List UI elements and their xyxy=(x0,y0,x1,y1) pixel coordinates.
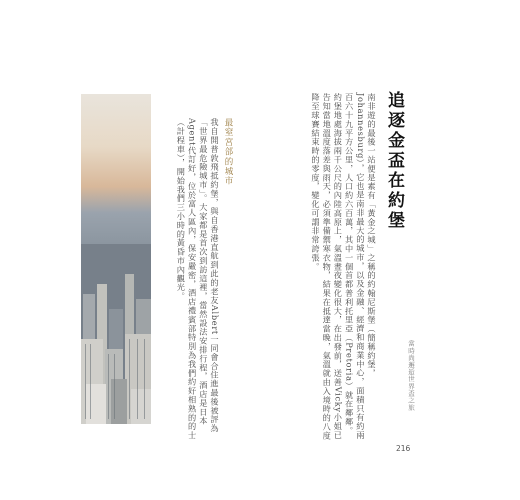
skyline-illustration xyxy=(81,94,151,424)
section-heading: 最窒宮郃的城市 xyxy=(223,118,233,186)
paragraph-intro: 南非遊的最後一站便是素有「黃金之城」之稱的約翰尼斯堡（簡稱約堡，Johannesburg），它也是南非最大的城市，以及金融、經濟和商業中心，面積只有約兩百六十九平方公里，人口約六百萬，其中一個首都普利托里亞（Pretoria）就在鄰鄰。約堡地處海拔兩千公尺的內陸高原上，氣溫晝夜變化很大，在出發前，送善Vicky小姐已告知當地溫度落差與雨天，必須準備禦寒衣物，結果在抵達當晚，氣溫就由入境時的八度降至球賽結束時的零度，變化可謂非常誇張。 xyxy=(310,93,377,441)
running-header: 當時尚邂逅世界盃之旅 xyxy=(407,340,415,411)
paragraph-body: 我自開普敦飛抵約堡，與自香港直航到此的老友Albert一同會合住進最後被評為「世界最危險城市」。大家都是首次到訪這裡，當然設法安排行程，酒店是日本Agent代訂好，位於富人區內，保安嚴密，酒店禮賓部特別為我們約好相熟的的士（計程車），開始我們三小時的黃昏市內觀光。 xyxy=(176,118,220,440)
city-skyline-photo xyxy=(81,94,151,424)
article-title: 追逐金盃在約堡 xyxy=(384,91,404,231)
page-number: 216 xyxy=(396,444,411,453)
